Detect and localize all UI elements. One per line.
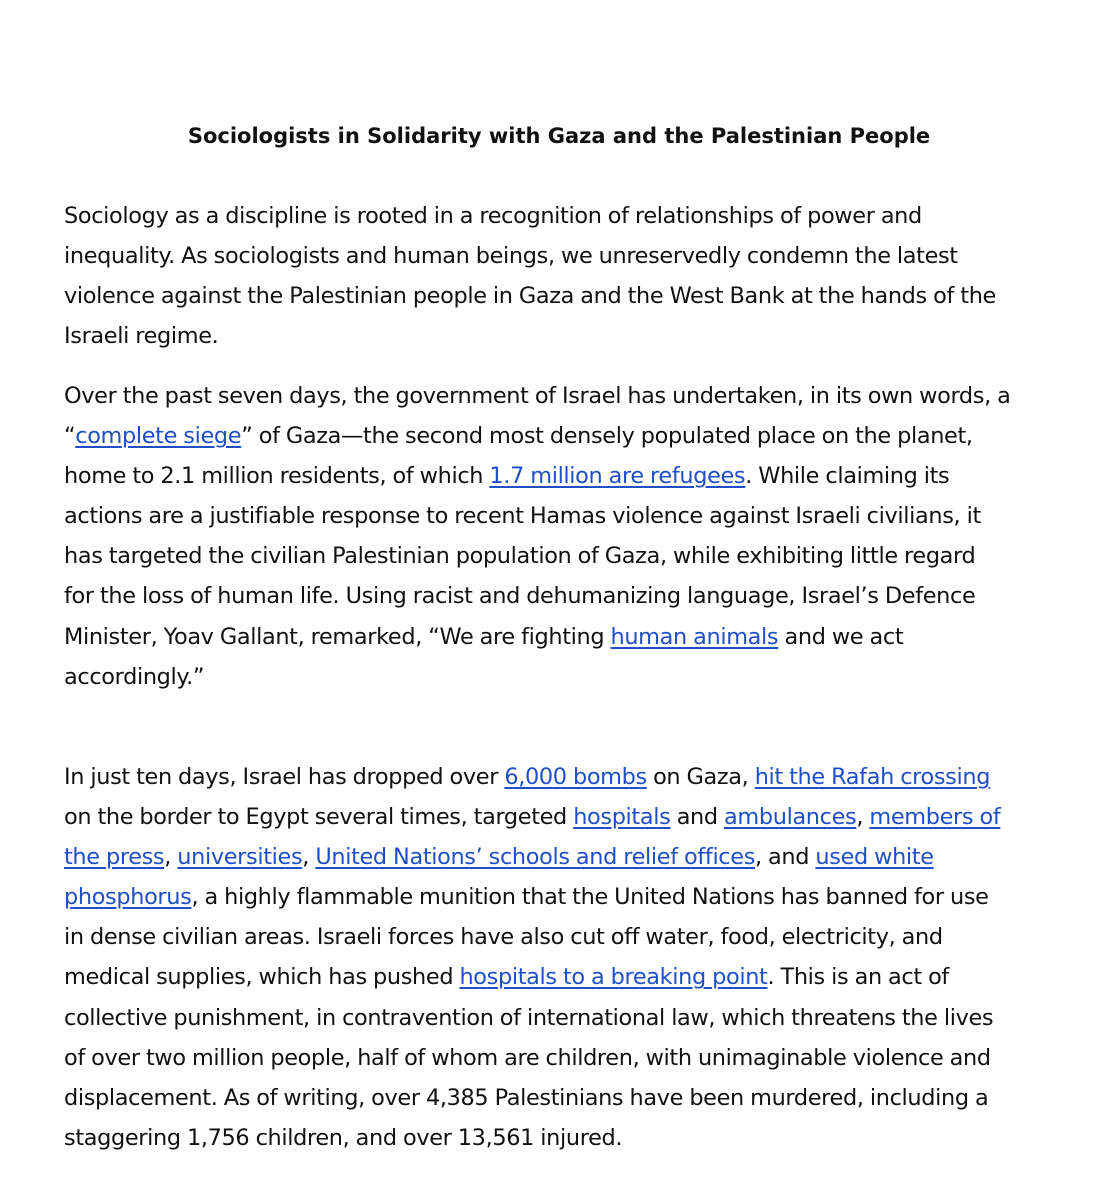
text-segment: In just ten days, Israel has dropped over [64, 764, 505, 790]
link-complete-siege[interactable]: complete siege [75, 423, 242, 450]
text-line: violence against the Palestinian people in Gaza and the West Bank at the hands of the [64, 283, 996, 310]
text-segment: , a highly flammable munition that the United Nations has banned for use [191, 884, 989, 911]
text-line [64, 757, 1064, 797]
text-segment: home to 2.1 million residents, of which [64, 463, 490, 490]
link-rafah-crossing[interactable]: hit the Rafah crossing [754, 764, 991, 790]
text-line: in dense civilian areas. Israeli forces have also cut off water, food, electricity, and [64, 924, 943, 951]
text-line: Sociology as a discipline is rooted in a recognition of relationships of power and [64, 203, 922, 229]
link-ambulances[interactable]: ambulances [724, 804, 857, 831]
text-segment: on the border to Egypt several times, targeted [64, 804, 574, 831]
text-line: actions are a justifiable response to recent Hamas violence against Israeli civilians, it [64, 503, 981, 530]
paragraph-bombing [64, 757, 1064, 1158]
text-line: displacement. As of writing, over 4,385 Palestinians have been murdered, including a [64, 1084, 989, 1111]
link-members-of-the-press-cont[interactable]: the press [64, 844, 165, 871]
text-line: for the loss of human life. Using racist and dehumanizing language, Israel’s Defence [64, 583, 976, 610]
text-segment: medical supplies, which has pushed [64, 964, 460, 991]
text-line [64, 617, 1064, 657]
text-segment: . While claiming its [745, 463, 950, 490]
text-line: Israeli regime. [64, 323, 219, 350]
link-members-of-the-press[interactable]: members of [869, 804, 1001, 831]
text-line: collective punishment, in contravention of international law, which threatens the lives [64, 1004, 994, 1031]
link-6000-bombs[interactable]: 6,000 bombs [504, 764, 647, 790]
text-segment: , [302, 844, 316, 871]
paragraph-intro [64, 196, 1064, 356]
text-line: has targeted the civilian Palestinian population of Gaza, while exhibiting little regard [64, 543, 976, 570]
link-universities[interactable]: universities [177, 844, 303, 871]
link-human-animals[interactable]: human animals [610, 623, 779, 650]
text-line [64, 797, 1064, 837]
text-segment: on Gaza, [646, 764, 755, 790]
link-white-phosphorus[interactable]: used white [815, 844, 934, 871]
text-line: Over the past seven days, the government of Israel has undertaken, in its own words, a [64, 383, 1011, 409]
text-segment: and [670, 804, 725, 831]
text-segment: ” of Gaza—the second most densely populated place on the planet, [241, 423, 973, 450]
link-refugees[interactable]: 1.7 million are refugees [489, 463, 746, 490]
text-segment: , [856, 804, 870, 831]
text-line [64, 877, 1064, 917]
link-breaking-point[interactable]: hospitals to a breaking point [459, 964, 768, 991]
text-segment: . This is an act of [767, 964, 949, 991]
text-segment: and we act [778, 623, 904, 650]
text-segment: , and [755, 844, 816, 871]
document-title: Sociologists in Solidarity with Gaza and the Palestinian People [187, 124, 931, 148]
text-line [64, 957, 1064, 997]
text-line [64, 456, 1064, 496]
text-line: inequality. As sociologists and human beings, we unreservedly condemn the latest [64, 243, 958, 270]
text-line [64, 416, 1064, 456]
text-line: accordingly.” [64, 663, 205, 690]
text-line: of over two million people, half of whom are children, with unimaginable violence and [64, 1044, 991, 1071]
link-white-phosphorus-cont[interactable]: phosphorus [64, 884, 192, 911]
paragraph-siege [64, 376, 1064, 697]
link-hospitals[interactable]: hospitals [573, 804, 671, 831]
link-un-schools[interactable]: United Nations’ schools and relief offices [315, 844, 756, 871]
text-segment: “ [64, 423, 76, 450]
text-segment: , [164, 844, 178, 871]
text-line: staggering 1,756 children, and over 13,561 injured. [64, 1124, 623, 1151]
text-line [64, 837, 1064, 877]
text-segment: Minister, Yoav Gallant, remarked, “We are fighting [64, 623, 611, 650]
